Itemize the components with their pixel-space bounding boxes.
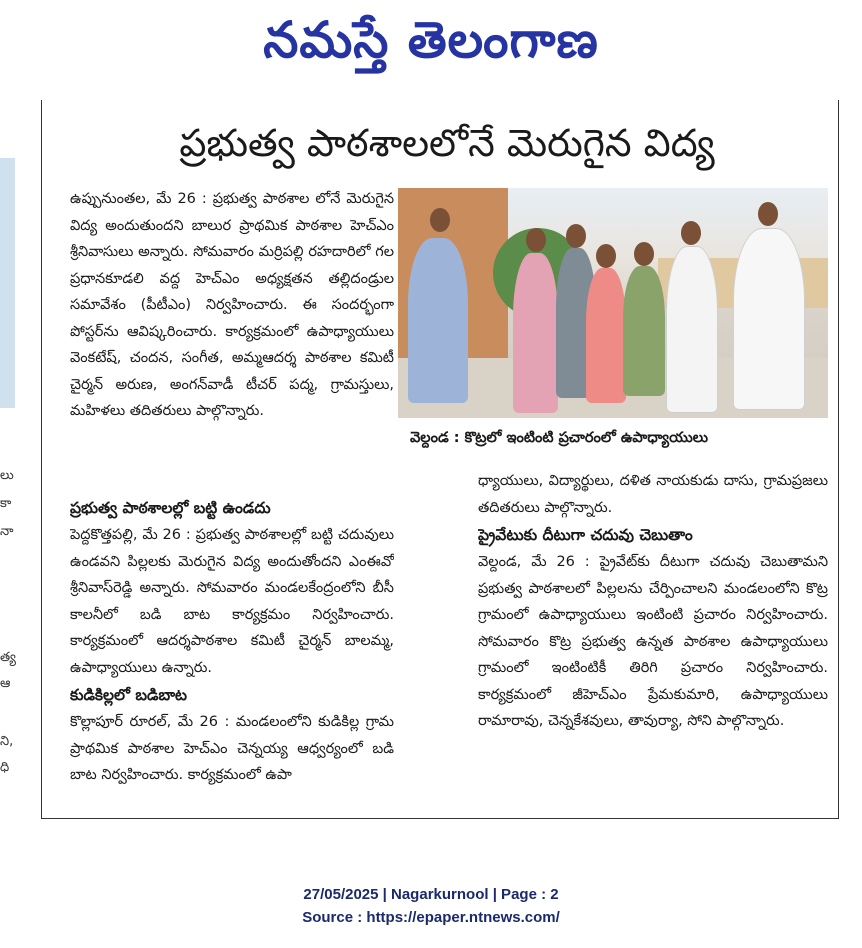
news-photo bbox=[398, 188, 828, 418]
person bbox=[623, 266, 665, 396]
article-body: పెద్దకొత్తపల్లి, మే 26 : ప్రభుత్వ పాఠశాలల్లో బట్టి చదువులు ఉండవని పిల్లలకు మెరుగైన విద్య అందుతోందని ఎంఈవో శ్రీనివాస్‌రెడ్డి అన్నారు. సోమవారం మండలకేంద్రంలోని బీసీ కాలనీలో బడి బాట కార్యక్రమం నిర్వహించారు. కార్యక్రమంలో ఆదర్శపాఠశాల కమిటీ చైర్మన్ బాలమ్మ, ఉపాధ్యాయులు ఉన్నారు. bbox=[70, 527, 394, 676]
masthead-title: నమస్తే తెలంగాణ bbox=[263, 11, 599, 69]
adjacent-text-fragment: లు bbox=[0, 468, 14, 483]
article-column bbox=[70, 186, 394, 492]
person bbox=[666, 246, 718, 413]
person-head bbox=[596, 244, 616, 268]
article-heading: కుడికిల్లలో బడిబాట bbox=[70, 686, 188, 704]
adjacent-text-fragment: ధి bbox=[0, 760, 10, 775]
adjacent-article-strip bbox=[0, 158, 15, 408]
column-rule bbox=[838, 100, 839, 818]
adjacent-text-fragment: కా bbox=[0, 496, 12, 511]
article-column bbox=[70, 494, 394, 800]
page-headline: ప్రభుత్వ పాఠశాలలోనే మెరుగైన విద్య bbox=[179, 121, 715, 165]
article-heading: ప్రభుత్వ పాఠశాలల్లో బట్టి ఉండదు bbox=[70, 499, 271, 517]
person-head bbox=[526, 228, 546, 252]
article-heading: ప్రైవేటుకు దీటుగా చదువు చెబుతాం bbox=[478, 526, 693, 544]
column-rule bbox=[41, 100, 42, 818]
person-head bbox=[566, 224, 586, 248]
adjacent-text-fragment: నా bbox=[0, 524, 14, 539]
footer-source: Source : https://epaper.ntnews.com/ bbox=[302, 909, 560, 926]
photo-caption: వెల్దండ : కొట్రలో ఇంటింటి ప్రచారంలో ఉపాధ్యాయులు bbox=[410, 430, 709, 446]
article-body: కొల్లాపూర్ రూరల్, మే 26 : మండలంలోని కుడికిల్ల గ్రామ ప్రాథమిక పాఠశాల హెచ్ఎం చెన్నయ్య ఆధ్వర్యంలో బడి బాట నిర్వహించారు. కార్యక్రమంలో ఉపా bbox=[70, 714, 394, 783]
article-body: వెల్దండ, మే 26 : ప్రైవేట్‌కు దీటుగా చదువు చెబుతామని ప్రభుత్వ పాఠశాలలో పిల్లలను చేర్పించాలని మండలంలోని కొట్ర గ్రామంలో ఉపాధ్యాయులు ఇంటింటి ప్రచారం నిర్వహించారు. సోమవారం కొట్ర ప్రభుత్వ ఉన్నత పాఠశాల ఉపాధ్యాయులు గ్రామంలో ఇంటింటికీ తిరిగి ప్రచారం నిర్వహించారు. కార్యక్రమంలో జీహెచ్ఎం ప్రేమకుమారి, ఉపాధ్యాయులు రామారావు, చెన్నకేశవులు, తావుర్యా, సోని పాల్గొన్నారు. bbox=[478, 554, 828, 729]
person-head bbox=[758, 202, 778, 226]
person bbox=[733, 228, 805, 410]
bottom-rule bbox=[41, 818, 839, 819]
person-head bbox=[634, 242, 654, 266]
person bbox=[586, 268, 626, 403]
article-body: ఉప్పునుంతల, మే 26 : ప్రభుత్వ పాఠశాల లోనే మెరుగైన విద్య అందుతుందని బాలుర ప్రాథమిక పాఠశాల హెచ్ఎం శ్రీనివాసులు అన్నారు. సోమవారం మర్రిపల్లి రహదారిలో గల ప్రధానకూడలి వద్ద హెచ్ఎం అధ్యక్షతన తల్లిదండ్రుల సమావేశం (పీటీఎం) నిర్వహించారు. ఈ సందర్భంగా పోస్టర్‌ను ఆవిష్కరించారు. కార్యక్రమంలో ఉపాధ్యాయులు వెంకటేష్, చందన, సంగీత, అమ్మఆదర్శ పాఠశాల కమిటీ చైర్మన్ అరుణ, అంగన్‌వాడీ టీచర్ పద్మ, గ్రామస్తులు, మహిళలు తదితరులు పాల్గొన్నారు. bbox=[70, 191, 394, 419]
person bbox=[513, 253, 558, 413]
person bbox=[408, 238, 468, 403]
article-body: ధ్యాయులు, విద్యార్థులు, దళిత నాయకుడు దాసు, గ్రామప్రజలు తదితరులు పాల్గొన్నారు. bbox=[478, 473, 828, 516]
adjacent-text-fragment: ని, bbox=[0, 734, 14, 749]
masthead bbox=[0, 0, 862, 80]
adjacent-text-fragment: త్య bbox=[0, 650, 17, 665]
person-head bbox=[681, 221, 701, 245]
person-head bbox=[430, 208, 450, 232]
adjacent-text-fragment: ఆ bbox=[0, 676, 11, 691]
article-column bbox=[478, 468, 828, 802]
footer-date-edition: 27/05/2025 | Nagarkurnool | Page : 2 bbox=[303, 886, 559, 903]
